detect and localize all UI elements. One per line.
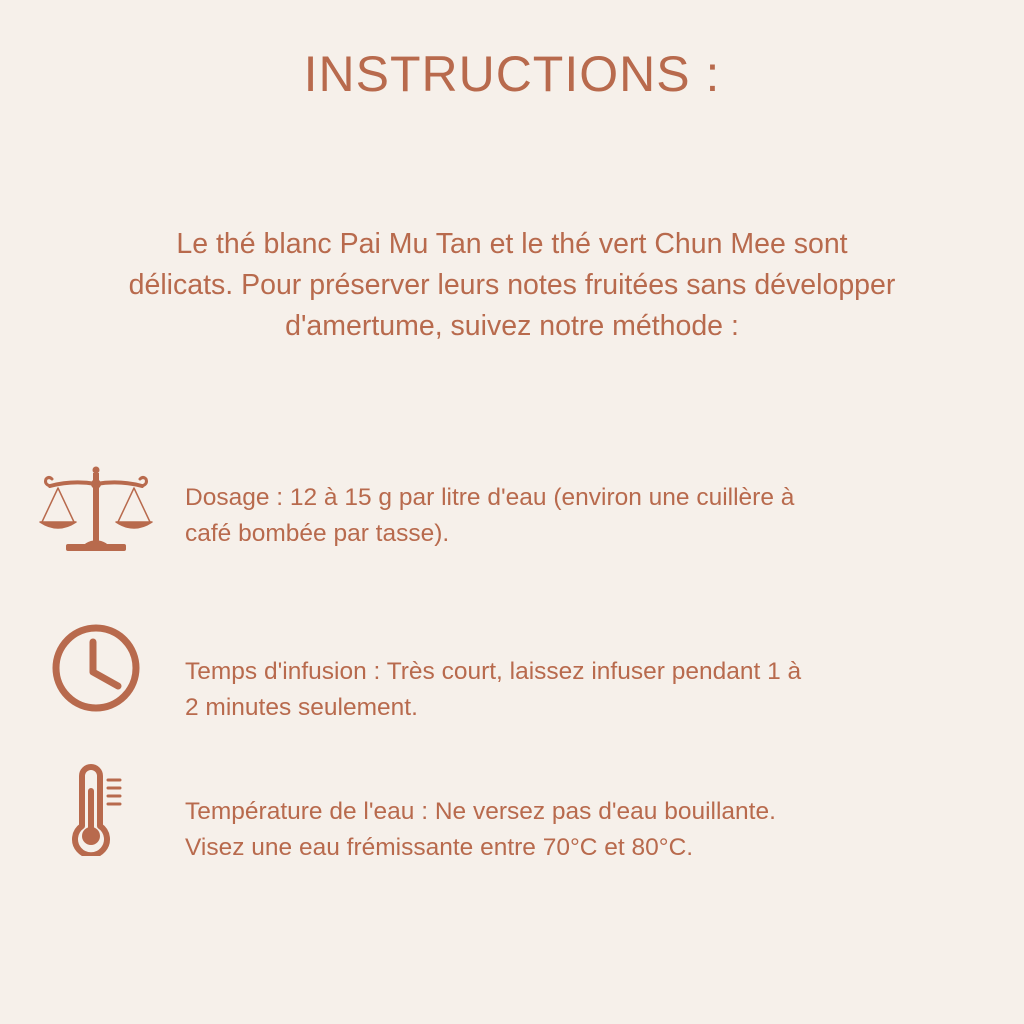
intro-line: Le thé blanc Pai Mu Tan et le thé vert Chun Mee sont	[176, 228, 848, 260]
intro-text	[0, 224, 1024, 347]
thermometer-icon	[66, 764, 126, 856]
clock-icon	[50, 622, 142, 714]
dosage-text	[185, 480, 1005, 552]
page-title: INSTRUCTIONS :	[303, 46, 721, 102]
scale-icon	[38, 464, 154, 556]
dosage-line: Dosage : 12 à 15 g par litre d'eau (environ une cuillère à	[185, 484, 795, 511]
intro-line: d'amertume, suivez notre méthode :	[285, 310, 739, 342]
temperature-line: Visez une eau frémissante entre 70°C et 80°C.	[185, 834, 694, 861]
dosage-line: café bombée par tasse).	[185, 520, 450, 547]
infusion-text	[185, 654, 1005, 726]
temperature-line: Température de l'eau : Ne versez pas d'eau bouillante.	[185, 798, 776, 825]
temperature-text	[185, 794, 1005, 866]
intro-line: délicats. Pour préserver leurs notes fruitées sans développer	[128, 269, 896, 301]
infusion-line: 2 minutes seulement.	[185, 694, 418, 721]
infusion-line: Temps d'infusion : Très court, laissez infuser pendant 1 à	[185, 658, 802, 685]
